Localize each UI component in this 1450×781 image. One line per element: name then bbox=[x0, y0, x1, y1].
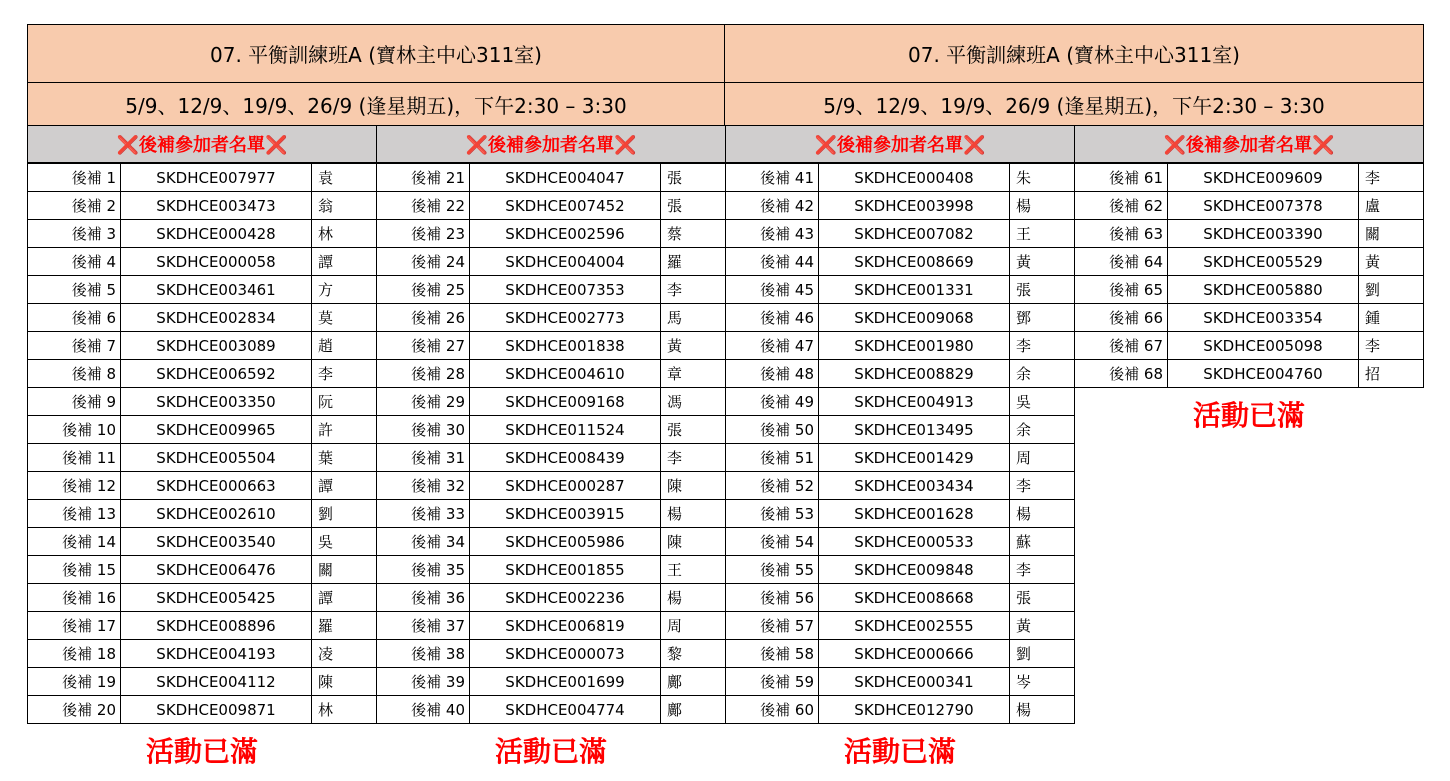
waitlist-sheet bbox=[27, 24, 1424, 770]
surname: 岑 bbox=[1010, 668, 1075, 696]
activity-full-label: 活動已滿 bbox=[843, 735, 956, 768]
surname: 余 bbox=[1010, 416, 1075, 444]
member-id: SKDHCE008668 bbox=[819, 584, 1010, 612]
table-row bbox=[726, 500, 1075, 528]
member-id: SKDHCE012790 bbox=[819, 696, 1010, 724]
surname: 楊 bbox=[661, 500, 726, 528]
waitlist-number: 後補 58 bbox=[726, 640, 819, 668]
member-id: SKDHCE000663 bbox=[121, 472, 312, 500]
surname: 關 bbox=[312, 556, 377, 584]
member-id: SKDHCE000408 bbox=[819, 164, 1010, 192]
table-row bbox=[726, 556, 1075, 584]
surname: 吳 bbox=[1010, 388, 1075, 416]
member-id: SKDHCE005098 bbox=[1168, 332, 1359, 360]
member-id: SKDHCE009609 bbox=[1168, 164, 1359, 192]
surname: 鄺 bbox=[661, 668, 726, 696]
waitlist-number: 後補 68 bbox=[1075, 360, 1168, 388]
surname: 陳 bbox=[312, 668, 377, 696]
waitlist-number: 後補 18 bbox=[28, 640, 121, 668]
surname: 馮 bbox=[661, 388, 726, 416]
table-row bbox=[726, 444, 1075, 472]
member-id: SKDHCE009871 bbox=[121, 696, 312, 724]
table-row bbox=[726, 472, 1075, 500]
waitlist-number: 後補 37 bbox=[377, 612, 470, 640]
waitlist-number: 後補 55 bbox=[726, 556, 819, 584]
class-title: 07. 平衡訓練班A (寶林主中心311室) bbox=[28, 25, 724, 83]
member-id: SKDHCE009168 bbox=[470, 388, 661, 416]
surname: 鍾 bbox=[1359, 304, 1424, 332]
surname: 林 bbox=[312, 220, 377, 248]
member-id: SKDHCE003434 bbox=[819, 472, 1010, 500]
header-band bbox=[27, 24, 1424, 126]
surname: 馬 bbox=[661, 304, 726, 332]
class-dates: 5/9、12/9、19/9、26/9 (逢星期五)，下午2:30 – 3:30 bbox=[725, 83, 1423, 125]
waitlist-number: 後補 60 bbox=[726, 696, 819, 724]
surname: 張 bbox=[1010, 584, 1075, 612]
table-row bbox=[28, 668, 377, 696]
surname: 李 bbox=[661, 444, 726, 472]
waitlist-number: 後補 1 bbox=[28, 164, 121, 192]
member-id: SKDHCE008896 bbox=[121, 612, 312, 640]
member-id: SKDHCE001628 bbox=[819, 500, 1010, 528]
waitlist-number: 後補 16 bbox=[28, 584, 121, 612]
waitlist-number: 後補 67 bbox=[1075, 332, 1168, 360]
table-row bbox=[726, 640, 1075, 668]
waitlist-number: 後補 23 bbox=[377, 220, 470, 248]
waitlist-number: 後補 44 bbox=[726, 248, 819, 276]
waitlist-number: 後補 56 bbox=[726, 584, 819, 612]
member-id: SKDHCE008669 bbox=[819, 248, 1010, 276]
surname: 羅 bbox=[661, 248, 726, 276]
surname: 劉 bbox=[1359, 276, 1424, 304]
waitlist-number: 後補 34 bbox=[377, 528, 470, 556]
waitlist-number: 後補 51 bbox=[726, 444, 819, 472]
waitlist-number: 後補 50 bbox=[726, 416, 819, 444]
waitlist-table bbox=[376, 163, 726, 724]
surname: 余 bbox=[1010, 360, 1075, 388]
surname: 楊 bbox=[1010, 696, 1075, 724]
waitlist-number: 後補 29 bbox=[377, 388, 470, 416]
waitlist-table bbox=[27, 163, 377, 724]
waitlist-column bbox=[27, 126, 377, 770]
table-row bbox=[726, 332, 1075, 360]
member-id: SKDHCE004047 bbox=[470, 164, 661, 192]
member-id: SKDHCE002773 bbox=[470, 304, 661, 332]
waitlist-number: 後補 61 bbox=[1075, 164, 1168, 192]
surname: 李 bbox=[1359, 332, 1424, 360]
surname: 楊 bbox=[661, 584, 726, 612]
surname: 盧 bbox=[1359, 192, 1424, 220]
surname: 鄺 bbox=[661, 696, 726, 724]
waitlist-number: 後補 45 bbox=[726, 276, 819, 304]
waitlist-number: 後補 15 bbox=[28, 556, 121, 584]
waitlist-number: 後補 47 bbox=[726, 332, 819, 360]
member-id: SKDHCE003998 bbox=[819, 192, 1010, 220]
surname: 蘇 bbox=[1010, 528, 1075, 556]
member-id: SKDHCE004004 bbox=[470, 248, 661, 276]
member-id: SKDHCE005425 bbox=[121, 584, 312, 612]
table-row bbox=[377, 640, 726, 668]
waitlist-number: 後補 6 bbox=[28, 304, 121, 332]
waitlist-number: 後補 7 bbox=[28, 332, 121, 360]
surname: 林 bbox=[312, 696, 377, 724]
waitlist-number: 後補 20 bbox=[28, 696, 121, 724]
waitlist-heading: ❌後補參加者名單❌ bbox=[1074, 125, 1424, 163]
member-id: SKDHCE004610 bbox=[470, 360, 661, 388]
table-row bbox=[726, 248, 1075, 276]
waitlist-number: 後補 32 bbox=[377, 472, 470, 500]
surname: 黃 bbox=[1010, 612, 1075, 640]
surname: 黃 bbox=[1359, 248, 1424, 276]
surname: 黃 bbox=[1010, 248, 1075, 276]
member-id: SKDHCE000341 bbox=[819, 668, 1010, 696]
surname: 張 bbox=[661, 164, 726, 192]
member-id: SKDHCE001699 bbox=[470, 668, 661, 696]
member-id: SKDHCE011524 bbox=[470, 416, 661, 444]
table-row bbox=[726, 584, 1075, 612]
waitlist-number: 後補 39 bbox=[377, 668, 470, 696]
header-right bbox=[724, 24, 1424, 126]
waitlist-number: 後補 17 bbox=[28, 612, 121, 640]
member-id: SKDHCE001980 bbox=[819, 332, 1010, 360]
waitlist-heading: ❌後補參加者名單❌ bbox=[725, 125, 1075, 163]
surname: 陳 bbox=[661, 528, 726, 556]
waitlist-table bbox=[1074, 163, 1424, 388]
table-row bbox=[28, 304, 377, 332]
table-row bbox=[28, 248, 377, 276]
waitlist-heading: ❌後補參加者名單❌ bbox=[376, 125, 726, 163]
member-id: SKDHCE009848 bbox=[819, 556, 1010, 584]
table-row bbox=[1075, 248, 1424, 276]
surname: 翁 bbox=[312, 192, 377, 220]
table-row bbox=[377, 416, 726, 444]
surname: 方 bbox=[312, 276, 377, 304]
member-id: SKDHCE004913 bbox=[819, 388, 1010, 416]
surname: 周 bbox=[661, 612, 726, 640]
table-row bbox=[28, 332, 377, 360]
waitlist-number: 後補 64 bbox=[1075, 248, 1168, 276]
waitlist-number: 後補 28 bbox=[377, 360, 470, 388]
member-id: SKDHCE001429 bbox=[819, 444, 1010, 472]
waitlist-columns bbox=[27, 126, 1424, 770]
surname: 張 bbox=[661, 192, 726, 220]
table-row bbox=[377, 528, 726, 556]
table-row bbox=[1075, 220, 1424, 248]
table-row bbox=[726, 220, 1075, 248]
table-row bbox=[726, 696, 1075, 724]
member-id: SKDHCE001331 bbox=[819, 276, 1010, 304]
member-id: SKDHCE003540 bbox=[121, 528, 312, 556]
table-row bbox=[377, 612, 726, 640]
waitlist-number: 後補 36 bbox=[377, 584, 470, 612]
waitlist-number: 後補 22 bbox=[377, 192, 470, 220]
table-row bbox=[726, 416, 1075, 444]
member-id: SKDHCE006476 bbox=[121, 556, 312, 584]
table-row bbox=[377, 164, 726, 192]
table-row bbox=[377, 444, 726, 472]
table-row bbox=[28, 584, 377, 612]
waitlist-number: 後補 59 bbox=[726, 668, 819, 696]
surname: 袁 bbox=[312, 164, 377, 192]
surname: 劉 bbox=[1010, 640, 1075, 668]
member-id: SKDHCE001838 bbox=[470, 332, 661, 360]
waitlist-number: 後補 52 bbox=[726, 472, 819, 500]
waitlist-column bbox=[1074, 126, 1424, 434]
surname: 李 bbox=[1010, 556, 1075, 584]
waitlist-number: 後補 31 bbox=[377, 444, 470, 472]
member-id: SKDHCE003089 bbox=[121, 332, 312, 360]
member-id: SKDHCE002596 bbox=[470, 220, 661, 248]
table-row bbox=[377, 584, 726, 612]
table-row bbox=[377, 472, 726, 500]
table-row bbox=[1075, 332, 1424, 360]
member-id: SKDHCE005504 bbox=[121, 444, 312, 472]
table-row bbox=[1075, 164, 1424, 192]
waitlist-number: 後補 43 bbox=[726, 220, 819, 248]
member-id: SKDHCE004193 bbox=[121, 640, 312, 668]
table-row bbox=[28, 612, 377, 640]
waitlist-number: 後補 48 bbox=[726, 360, 819, 388]
table-row bbox=[726, 360, 1075, 388]
table-row bbox=[726, 192, 1075, 220]
surname: 章 bbox=[661, 360, 726, 388]
member-id: SKDHCE004112 bbox=[121, 668, 312, 696]
surname: 黎 bbox=[661, 640, 726, 668]
surname: 李 bbox=[312, 360, 377, 388]
table-row bbox=[377, 668, 726, 696]
member-id: SKDHCE009965 bbox=[121, 416, 312, 444]
table-row bbox=[377, 360, 726, 388]
member-id: SKDHCE007378 bbox=[1168, 192, 1359, 220]
table-row bbox=[1075, 304, 1424, 332]
member-id: SKDHCE003461 bbox=[121, 276, 312, 304]
table-row bbox=[726, 612, 1075, 640]
surname: 李 bbox=[661, 276, 726, 304]
waitlist-number: 後補 42 bbox=[726, 192, 819, 220]
surname: 莫 bbox=[312, 304, 377, 332]
member-id: SKDHCE013495 bbox=[819, 416, 1010, 444]
waitlist-number: 後補 33 bbox=[377, 500, 470, 528]
table-row bbox=[28, 500, 377, 528]
table-row bbox=[28, 640, 377, 668]
waitlist-number: 後補 3 bbox=[28, 220, 121, 248]
table-row bbox=[377, 696, 726, 724]
table-row bbox=[1075, 360, 1424, 388]
surname: 朱 bbox=[1010, 164, 1075, 192]
waitlist-number: 後補 41 bbox=[726, 164, 819, 192]
waitlist-number: 後補 14 bbox=[28, 528, 121, 556]
member-id: SKDHCE000287 bbox=[470, 472, 661, 500]
waitlist-number: 後補 53 bbox=[726, 500, 819, 528]
member-id: SKDHCE007452 bbox=[470, 192, 661, 220]
surname: 招 bbox=[1359, 360, 1424, 388]
member-id: SKDHCE003390 bbox=[1168, 220, 1359, 248]
member-id: SKDHCE008829 bbox=[819, 360, 1010, 388]
table-row bbox=[726, 668, 1075, 696]
surname: 譚 bbox=[312, 248, 377, 276]
surname: 阮 bbox=[312, 388, 377, 416]
table-row bbox=[377, 500, 726, 528]
surname: 楊 bbox=[1010, 192, 1075, 220]
header-left bbox=[27, 24, 725, 126]
member-id: SKDHCE007353 bbox=[470, 276, 661, 304]
surname: 許 bbox=[312, 416, 377, 444]
member-id: SKDHCE001855 bbox=[470, 556, 661, 584]
member-id: SKDHCE004774 bbox=[470, 696, 661, 724]
surname: 關 bbox=[1359, 220, 1424, 248]
member-id: SKDHCE009068 bbox=[819, 304, 1010, 332]
member-id: SKDHCE003354 bbox=[1168, 304, 1359, 332]
surname: 黃 bbox=[661, 332, 726, 360]
member-id: SKDHCE005880 bbox=[1168, 276, 1359, 304]
member-id: SKDHCE002834 bbox=[121, 304, 312, 332]
waitlist-column bbox=[376, 126, 726, 770]
waitlist-number: 後補 25 bbox=[377, 276, 470, 304]
surname: 李 bbox=[1010, 332, 1075, 360]
surname: 葉 bbox=[312, 444, 377, 472]
surname: 鄧 bbox=[1010, 304, 1075, 332]
waitlist-number: 後補 27 bbox=[377, 332, 470, 360]
member-id: SKDHCE003473 bbox=[121, 192, 312, 220]
waitlist-number: 後補 4 bbox=[28, 248, 121, 276]
member-id: SKDHCE005986 bbox=[470, 528, 661, 556]
member-id: SKDHCE008439 bbox=[470, 444, 661, 472]
surname: 羅 bbox=[312, 612, 377, 640]
member-id: SKDHCE006819 bbox=[470, 612, 661, 640]
waitlist-heading: ❌後補參加者名單❌ bbox=[27, 125, 377, 163]
waitlist-number: 後補 10 bbox=[28, 416, 121, 444]
table-row bbox=[28, 444, 377, 472]
surname: 周 bbox=[1010, 444, 1075, 472]
waitlist-number: 後補 65 bbox=[1075, 276, 1168, 304]
surname: 劉 bbox=[312, 500, 377, 528]
table-row bbox=[28, 388, 377, 416]
member-id: SKDHCE000428 bbox=[121, 220, 312, 248]
member-id: SKDHCE002236 bbox=[470, 584, 661, 612]
waitlist-number: 後補 57 bbox=[726, 612, 819, 640]
waitlist-number: 後補 30 bbox=[377, 416, 470, 444]
table-row bbox=[726, 528, 1075, 556]
table-row bbox=[28, 164, 377, 192]
waitlist-number: 後補 13 bbox=[28, 500, 121, 528]
surname: 張 bbox=[1010, 276, 1075, 304]
table-row bbox=[377, 556, 726, 584]
waitlist-number: 後補 9 bbox=[28, 388, 121, 416]
surname: 陳 bbox=[661, 472, 726, 500]
class-title: 07. 平衡訓練班A (寶林主中心311室) bbox=[725, 25, 1423, 83]
waitlist-number: 後補 26 bbox=[377, 304, 470, 332]
waitlist-number: 後補 62 bbox=[1075, 192, 1168, 220]
table-row bbox=[377, 248, 726, 276]
surname: 楊 bbox=[1010, 500, 1075, 528]
waitlist-number: 後補 38 bbox=[377, 640, 470, 668]
waitlist-number: 後補 5 bbox=[28, 276, 121, 304]
table-row bbox=[726, 164, 1075, 192]
table-row bbox=[377, 192, 726, 220]
table-row bbox=[28, 528, 377, 556]
waitlist-number: 後補 11 bbox=[28, 444, 121, 472]
table-row bbox=[377, 332, 726, 360]
waitlist-number: 後補 54 bbox=[726, 528, 819, 556]
table-row bbox=[726, 304, 1075, 332]
waitlist-number: 後補 24 bbox=[377, 248, 470, 276]
waitlist-number: 後補 35 bbox=[377, 556, 470, 584]
waitlist-number: 後補 46 bbox=[726, 304, 819, 332]
waitlist-number: 後補 19 bbox=[28, 668, 121, 696]
member-id: SKDHCE000058 bbox=[121, 248, 312, 276]
member-id: SKDHCE000533 bbox=[819, 528, 1010, 556]
activity-full-label: 活動已滿 bbox=[1192, 399, 1305, 432]
surname: 譚 bbox=[312, 584, 377, 612]
table-row bbox=[1075, 276, 1424, 304]
table-row bbox=[28, 556, 377, 584]
surname: 蔡 bbox=[661, 220, 726, 248]
activity-full-label: 活動已滿 bbox=[145, 735, 258, 768]
member-id: SKDHCE002555 bbox=[819, 612, 1010, 640]
surname: 王 bbox=[661, 556, 726, 584]
waitlist-number: 後補 40 bbox=[377, 696, 470, 724]
member-id: SKDHCE006592 bbox=[121, 360, 312, 388]
waitlist-table bbox=[725, 163, 1075, 724]
surname: 吳 bbox=[312, 528, 377, 556]
surname: 王 bbox=[1010, 220, 1075, 248]
surname: 譚 bbox=[312, 472, 377, 500]
waitlist-number: 後補 12 bbox=[28, 472, 121, 500]
member-id: SKDHCE007977 bbox=[121, 164, 312, 192]
class-dates: 5/9、12/9、19/9、26/9 (逢星期五)，下午2:30 – 3:30 bbox=[28, 83, 724, 125]
member-id: SKDHCE002610 bbox=[121, 500, 312, 528]
table-row bbox=[28, 416, 377, 444]
member-id: SKDHCE000666 bbox=[819, 640, 1010, 668]
surname: 趙 bbox=[312, 332, 377, 360]
table-row bbox=[28, 192, 377, 220]
table-row bbox=[28, 276, 377, 304]
member-id: SKDHCE007082 bbox=[819, 220, 1010, 248]
surname: 張 bbox=[661, 416, 726, 444]
waitlist-number: 後補 63 bbox=[1075, 220, 1168, 248]
surname: 李 bbox=[1359, 164, 1424, 192]
table-row bbox=[377, 304, 726, 332]
table-row bbox=[28, 472, 377, 500]
table-row bbox=[28, 360, 377, 388]
member-id: SKDHCE003915 bbox=[470, 500, 661, 528]
table-row bbox=[1075, 192, 1424, 220]
table-row bbox=[377, 388, 726, 416]
waitlist-number: 後補 66 bbox=[1075, 304, 1168, 332]
waitlist-number: 後補 2 bbox=[28, 192, 121, 220]
waitlist-number: 後補 8 bbox=[28, 360, 121, 388]
member-id: SKDHCE000073 bbox=[470, 640, 661, 668]
member-id: SKDHCE003350 bbox=[121, 388, 312, 416]
table-row bbox=[377, 276, 726, 304]
surname: 李 bbox=[1010, 472, 1075, 500]
activity-full-label: 活動已滿 bbox=[494, 735, 607, 768]
waitlist-number: 後補 49 bbox=[726, 388, 819, 416]
table-row bbox=[377, 220, 726, 248]
member-id: SKDHCE005529 bbox=[1168, 248, 1359, 276]
table-row bbox=[28, 220, 377, 248]
member-id: SKDHCE004760 bbox=[1168, 360, 1359, 388]
table-row bbox=[28, 696, 377, 724]
table-row bbox=[726, 276, 1075, 304]
waitlist-column bbox=[725, 126, 1075, 770]
surname: 凌 bbox=[312, 640, 377, 668]
table-row bbox=[726, 388, 1075, 416]
waitlist-number: 後補 21 bbox=[377, 164, 470, 192]
